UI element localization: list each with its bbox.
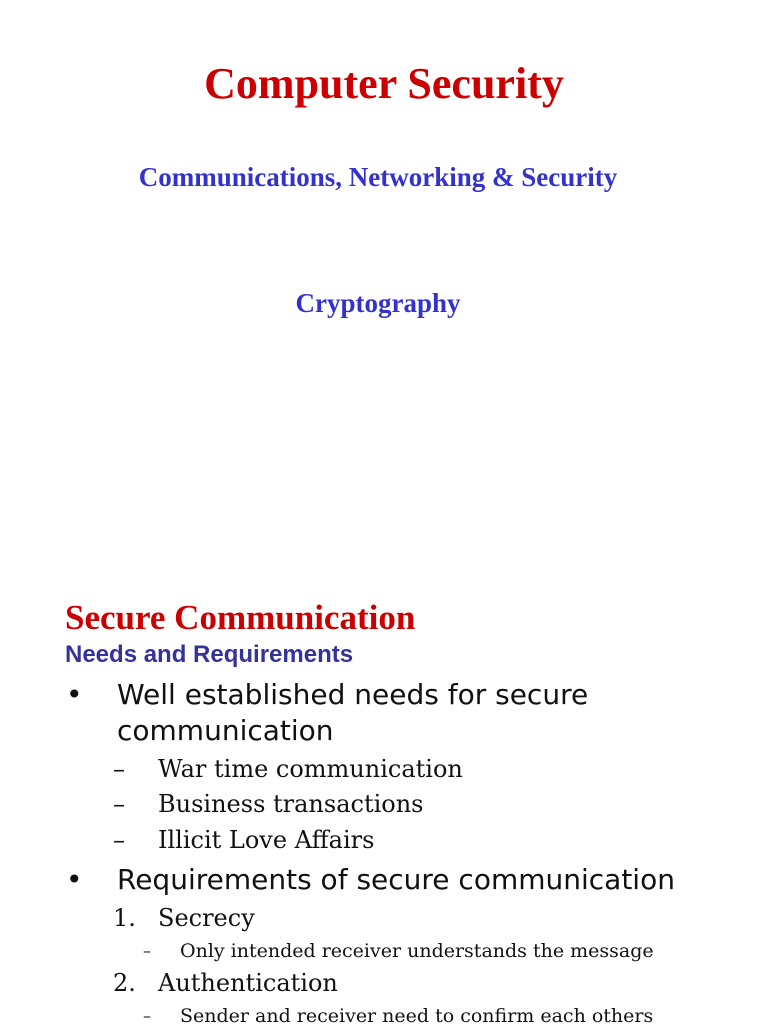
dash-icon: – <box>143 941 151 960</box>
dash-icon: – <box>113 755 125 783</box>
dash-icon: – <box>113 790 125 818</box>
list-item-detail: Only intended receiver understands the message <box>180 940 654 962</box>
list-item-need: Illicit Love Affairs <box>158 826 375 854</box>
list-number: 2. <box>113 969 136 997</box>
list-item-requirement: Secrecy <box>158 904 255 932</box>
bullet-icon: • <box>66 678 83 711</box>
bullet-requirements: Requirements of secure communication <box>117 863 675 896</box>
list-item-need: Business transactions <box>158 790 424 818</box>
bullet-icon: • <box>66 863 83 896</box>
section-title: Secure Communication <box>65 598 416 637</box>
list-number: 1. <box>113 904 136 932</box>
bullet-needs-line1: Well established needs for secure <box>117 678 589 711</box>
bullet-needs-line2: communication <box>117 714 334 747</box>
dash-icon: – <box>113 826 125 854</box>
list-item-need: War time communication <box>158 755 463 783</box>
list-item-detail: Sender and receiver need to confirm each others <box>180 1005 654 1027</box>
dash-icon: – <box>143 1006 151 1025</box>
slide-title: Computer Security <box>204 59 564 108</box>
slide-subtitle-course: Communications, Networking & Security <box>138 162 618 192</box>
section-subtitle: Needs and Requirements <box>65 641 354 668</box>
list-item-requirement: Authentication <box>158 969 338 997</box>
slide-subtitle-topic: Cryptography <box>295 288 461 318</box>
